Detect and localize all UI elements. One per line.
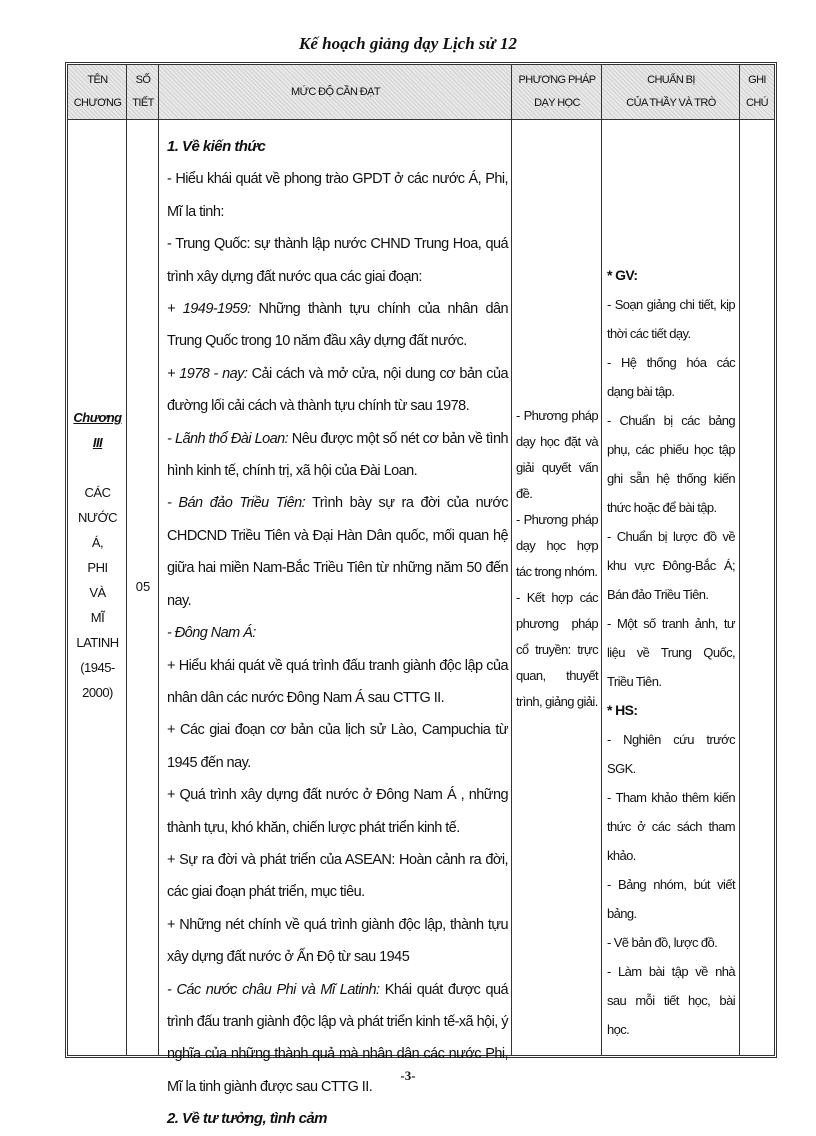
section-heading: 2. Về tư tưởng, tình cảm [167, 1110, 327, 1128]
objective-item [167, 293, 508, 358]
method-item: - Kết hợp các phương pháp cổ truyền: trực quan, thuyết trình, giảng giải. [516, 590, 598, 709]
objective-text: Cải cách và mở cửa, nội dung cơ bản của đường lối cải cách và thành tựu chính từ sau 1978. [167, 365, 508, 415]
prep-item: - Một số tranh ảnh, tư liệu về Trung Quốc, Triều Tiên. [607, 616, 735, 689]
prep-item: - Chuẩn bị các bảng phụ, các phiếu học tập ghi sẵn hệ thống kiến thức hoặc để bài tập. [607, 413, 735, 515]
objective-item [167, 228, 508, 293]
prep-item: - Bảng nhóm, bút viết bảng. [607, 877, 735, 921]
header-text: CỦA THẦY VÀ TRÒ [626, 97, 716, 109]
method-item: - Phương pháp dạy học đặt và giải quyết vấn đề. [516, 408, 598, 501]
header-method [512, 65, 602, 119]
header-text: SỐ [135, 74, 151, 86]
header-text: TIẾT [132, 97, 154, 109]
header-text: CHÚ [745, 97, 769, 109]
objective-item [167, 163, 508, 228]
objective-text: + Quá trình xây dựng đất nước ở Đông Nam Á , những thành tựu, khó khăn, chiến lược phát triển kinh tế. [167, 787, 508, 836]
objective-item [167, 423, 508, 488]
objective-text: + Các giai đoạn cơ bản của lịch sử Lào, Campuchia từ 1945 đến nay. [167, 722, 508, 771]
lesson-plan-table [65, 62, 777, 1128]
objective-item [167, 844, 508, 909]
objective-emphasis: - Các nước châu Phi và Mĩ Latinh: [167, 981, 380, 998]
objective-item [167, 358, 508, 423]
header-text: PHƯƠNG PHÁP [518, 74, 596, 86]
objective-emphasis: - Bán đảo Triều Tiên: [167, 495, 306, 512]
methods-cell [512, 119, 602, 1055]
objective-text: - Hiểu khái quát về phong trào GPDT ở các nước Á, Phi, Mĩ la tinh: [167, 171, 508, 220]
prep-heading: * GV: [607, 267, 638, 283]
header-prep [602, 65, 740, 119]
objective-item [167, 487, 508, 617]
objective-text: Khái quát được quá trình đấu tranh giành độc lập và phát triển kinh tế-xã hội, ý nghĩa của những thành quả mà nhân dân các nước Phi, Mĩ la tinh giành được sau CTTG II. [167, 981, 508, 1095]
objective-item [167, 714, 508, 779]
chapter-number: III [92, 435, 103, 450]
chapter-label: Chương [73, 410, 122, 425]
objective-emphasis: + 1949-1959: [167, 301, 251, 318]
objective-text: + Sự ra đời và phát triển của ASEAN: Hoàn cảnh ra đời, các giai đoạn phát triển, mục tiêu. [167, 851, 508, 901]
header-periods [127, 65, 159, 119]
header-text: CHUẨN BỊ [647, 74, 695, 86]
prep-item: - Vẽ bản đồ, lược đồ. [607, 935, 718, 950]
prep-item: - Tham khảo thêm kiến thức ở các sách tham khảo. [607, 790, 735, 863]
objective-item [167, 650, 508, 715]
chapter-name [68, 480, 127, 705]
objective-emphasis: - Lãnh thổ Đài Loan: [167, 430, 289, 447]
objective-text: Nêu được một số nét cơ bản về tình hình kinh tế, chính trị, xã hội của Đài Loan. [167, 430, 509, 480]
periods-cell: 05 [135, 579, 151, 594]
document-title: Kế hoạch giảng dạy Lịch sử 12 [299, 34, 517, 53]
objective-emphasis: - Đông Nam Á: [167, 625, 256, 642]
method-item: - Phương pháp dạy học hợp tác trong nhóm. [516, 512, 598, 579]
objective-text: + Hiểu khái quát về quá trình đấu tranh giành độc lập của nhân dân các nước Đông Nam Á sau CTTG II. [167, 657, 508, 706]
chapter-cell [68, 119, 127, 1055]
chapter-name-line: 2000) [82, 685, 113, 700]
section-heading: 1. Về kiến thức [167, 138, 266, 155]
header-notes [740, 65, 774, 119]
chapter-name-line: LATINH [76, 635, 119, 650]
chapter-name-line: PHI [87, 560, 108, 575]
header-text: TÊN [87, 74, 108, 86]
header-chapter [68, 65, 127, 119]
objective-text: Những thành tựu chính của nhân dân Trung Quốc trong 10 năm đầu xây dựng đất nước. [167, 301, 508, 350]
chapter-name-line: Á, [91, 535, 104, 550]
prep-item: - Soạn giảng chi tiết, kịp thời các tiết dạy. [607, 297, 735, 341]
prep-item: - Hệ thống hóa các dạng bài tập. [607, 355, 735, 399]
prep-item: - Chuẩn bị lược đồ về khu vực Đông-Bắc Á; Bán đảo Triều Tiên. [607, 529, 735, 602]
chapter-name-line: NƯỚC [77, 510, 118, 525]
header-text: GHI [748, 74, 766, 86]
header-objectives: MỨC ĐỘ CẦN ĐẠT [291, 85, 380, 98]
objective-item [167, 617, 508, 649]
objective-emphasis: + 1978 - nay: [167, 365, 248, 382]
header-text: CHƯƠNG [73, 97, 122, 109]
page-number: -3- [400, 1068, 416, 1083]
prep-item: - Nghiên cứu trước SGK. [607, 732, 735, 776]
chapter-name-line: (1945- [80, 660, 115, 675]
prep-cell [602, 119, 740, 1055]
chapter-name-line: VÀ [89, 585, 106, 600]
chapter-name-line: CÁC [84, 485, 111, 500]
objective-text: Trình bày sự ra đời của nước CHDCND Triều Tiên và Đại Hàn Dân quốc, mối quan hệ giữa hai miền Nam-Bắc Triều Tiên từ những năm 50 đến nay. [167, 495, 508, 609]
prep-heading: * HS: [607, 702, 638, 718]
objective-item [167, 909, 508, 974]
objective-text: + Những nét chính về quá trình giành độc lập, thành tựu xây dựng đất nước ở Ấn Độ từ sau 1945 [167, 916, 508, 966]
header-text: DẠY HỌC [534, 97, 580, 109]
chapter-name-line: MĨ [90, 610, 105, 625]
prep-item: - Làm bài tập về nhà sau mỗi tiết học, bài học. [607, 964, 735, 1037]
objective-text: - Trung Quốc: sự thành lập nước CHND Trung Hoa, quá trình xây dựng đất nước qua các giai đoạn: [167, 236, 508, 285]
objectives-cell [159, 119, 512, 1128]
objective-item [167, 779, 508, 844]
